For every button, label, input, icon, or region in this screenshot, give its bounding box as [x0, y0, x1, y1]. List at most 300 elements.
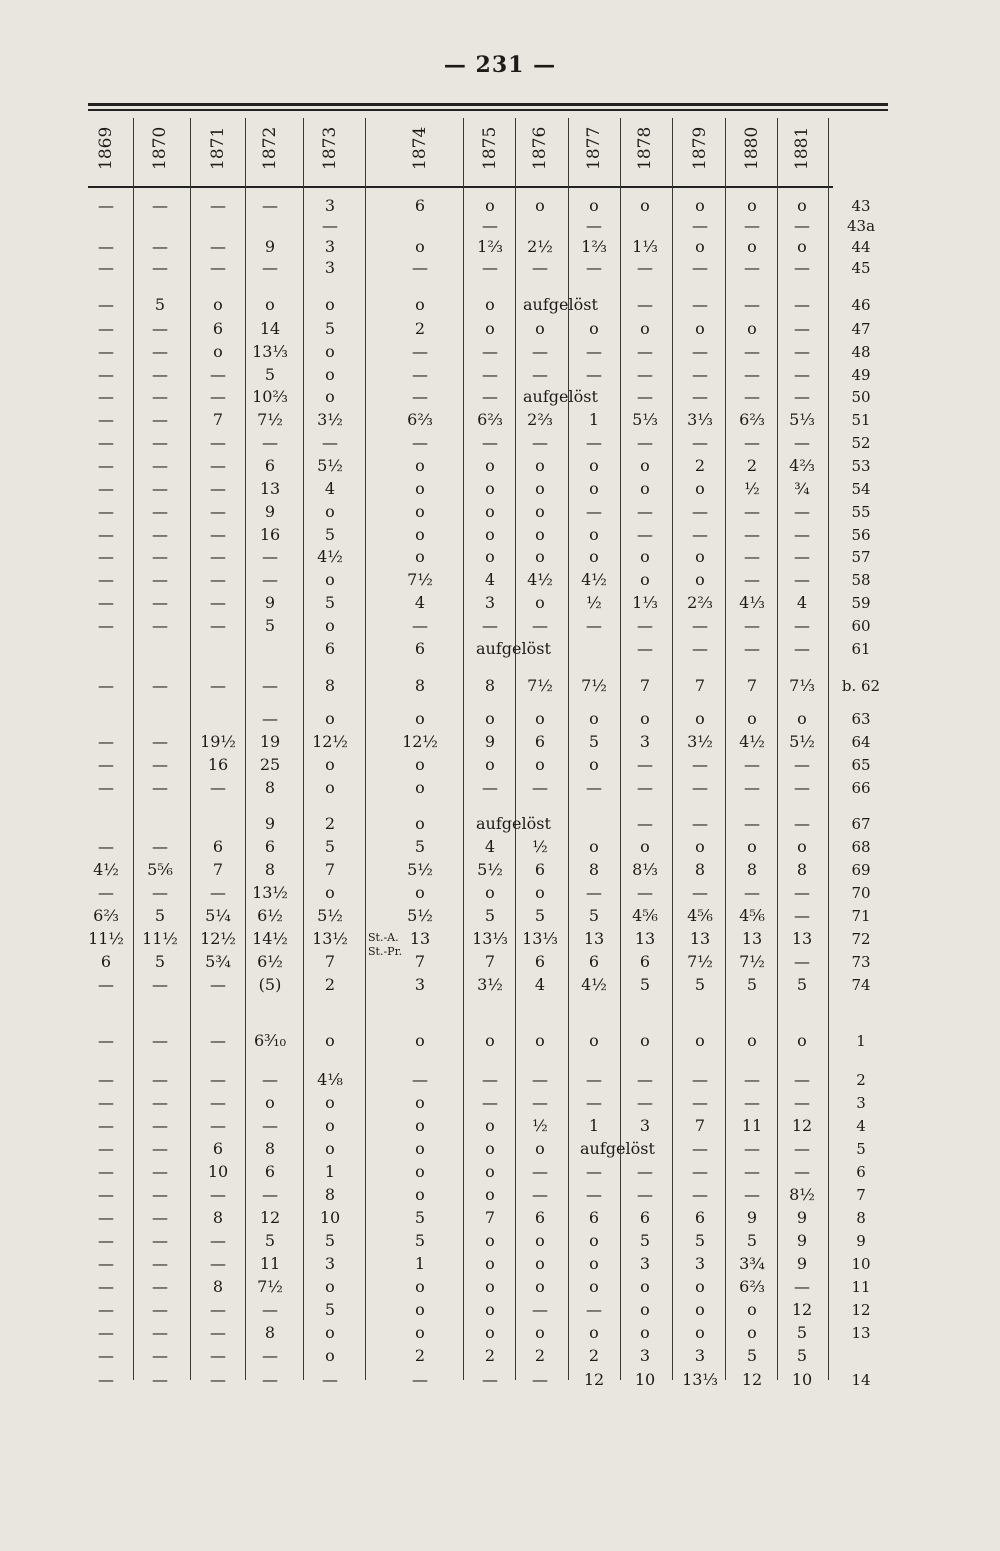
table-cell: — [262, 258, 278, 277]
table-cell: — [532, 342, 548, 361]
table-cell: 9 [796, 1208, 808, 1227]
table-cell: 6 [264, 837, 276, 856]
table-cell: 2 [588, 1346, 600, 1365]
table-cell: — [210, 237, 226, 256]
table-cell: — [322, 1370, 338, 1389]
row-number: 50 [851, 388, 871, 406]
table-cell: — [98, 502, 114, 521]
table-cell: 6 [639, 952, 651, 971]
table-cell: 8 [264, 1323, 276, 1342]
table-cell: 5 [484, 906, 496, 925]
table-cell: 8 [212, 1277, 224, 1296]
table-cell: o [747, 319, 757, 338]
table-cell: 11½ [88, 929, 124, 948]
table-cell: o [640, 837, 650, 856]
table-cell: — [412, 1370, 428, 1389]
table-cell: o [415, 1139, 425, 1158]
table-cell: 25 [259, 755, 281, 774]
table-cell: — [98, 1254, 114, 1273]
table-cell: o [325, 1346, 335, 1365]
table-cell: 5 [639, 1231, 651, 1250]
row-number: 56 [851, 526, 871, 544]
row-number: 11 [851, 1278, 871, 1296]
table-cell: o [415, 525, 425, 544]
table-cell: — [637, 1185, 653, 1204]
table-cell: o [695, 1323, 705, 1342]
table-cell: o [695, 479, 705, 498]
table-cell: 3¾ [739, 1254, 765, 1273]
year-header: 1878 [635, 126, 655, 170]
table-cell: — [586, 1070, 602, 1089]
table-cell: — [98, 837, 114, 856]
table-cell: — [210, 196, 226, 215]
table-cell: — [744, 883, 760, 902]
table-cell: — [262, 1370, 278, 1389]
table-cell: — [210, 1300, 226, 1319]
table-cell: o [485, 1231, 495, 1250]
table-cell: — [692, 365, 708, 384]
page-number: — 231 — [443, 52, 557, 78]
table-cell: o [325, 616, 335, 635]
table-cell: — [152, 433, 168, 452]
table-cell: o [415, 814, 425, 833]
table-cell: o [415, 1277, 425, 1296]
table-cell: 1 [588, 1116, 600, 1135]
table-cell: 6 [414, 196, 426, 215]
table-cell: o [640, 1323, 650, 1342]
table-cell: 3 [324, 1254, 336, 1273]
table-cell: — [152, 1370, 168, 1389]
table-cell: — [744, 342, 760, 361]
table-cell: — [794, 342, 810, 361]
table-cell: 4 [484, 570, 496, 589]
table-cell: 7 [484, 952, 496, 971]
table-cell: — [210, 456, 226, 475]
table-cell: — [262, 196, 278, 215]
table-cell: — [210, 778, 226, 797]
table-cell: o [415, 709, 425, 728]
table-cell: 5⅚ [147, 860, 173, 879]
dissolved-note: aufgelöst [523, 387, 598, 406]
table-cell: — [152, 732, 168, 751]
table-cell: 6 [694, 1208, 706, 1227]
table-cell: — [744, 387, 760, 406]
table-cell: 1 [414, 1254, 426, 1273]
table-cell: — [532, 778, 548, 797]
table-cell: o [265, 295, 275, 314]
table-cell: — [210, 1323, 226, 1342]
table-cell: — [152, 342, 168, 361]
table-cell: o [640, 319, 650, 338]
table-cell: o [325, 502, 335, 521]
table-cell: o [535, 1323, 545, 1342]
table-cell: 5 [746, 1346, 758, 1365]
table-cell: — [532, 616, 548, 635]
table-cell: — [210, 1093, 226, 1112]
table-cell: 12 [791, 1300, 813, 1319]
table-cell: — [586, 616, 602, 635]
year-header: 1876 [530, 126, 550, 170]
table-cell: — [482, 433, 498, 452]
table-cell: 4 [324, 479, 336, 498]
row-number: 70 [851, 884, 871, 902]
table-cell: 14 [259, 319, 281, 338]
table-cell: 2 [694, 456, 706, 475]
table-cell: — [794, 547, 810, 566]
table-cell: 4 [796, 593, 808, 612]
table-cell: — [210, 1231, 226, 1250]
table-cell: — [210, 570, 226, 589]
table-cell: 5 [154, 952, 166, 971]
row-number: 55 [851, 503, 871, 521]
table-cell: o [485, 883, 495, 902]
table-cell: o [589, 456, 599, 475]
table-cell: 6 [588, 1208, 600, 1227]
table-cell: — [152, 1093, 168, 1112]
row-number: b. 62 [841, 677, 881, 695]
year-header: 1877 [584, 126, 604, 170]
table-cell: o [797, 237, 807, 256]
table-cell: — [482, 258, 498, 277]
dissolved-note: aufgelöst [476, 639, 551, 658]
table-cell: o [589, 319, 599, 338]
table-cell: ½ [532, 837, 548, 856]
table-cell: — [692, 502, 708, 521]
table-cell: 8 [414, 676, 426, 695]
table-cell: o [415, 295, 425, 314]
table-cell: 8 [694, 860, 706, 879]
table-cell: 1 [324, 1162, 336, 1181]
table-cell: 4½ [581, 975, 607, 994]
table-cell: o [695, 547, 705, 566]
table-cell: o [695, 196, 705, 215]
row-number: 52 [851, 434, 871, 452]
table-cell: — [744, 216, 760, 235]
table-cell: o [535, 1031, 545, 1050]
table-cell: 5 [324, 1300, 336, 1319]
table-cell: o [415, 778, 425, 797]
table-cell: — [98, 1070, 114, 1089]
table-cell: 7½ [687, 952, 713, 971]
table-cell: — [744, 1093, 760, 1112]
table-cell: 5½ [407, 906, 433, 925]
table-cell: o [747, 196, 757, 215]
table-cell: 1 [588, 410, 600, 429]
table-cell: — [152, 479, 168, 498]
table-cell: — [532, 1093, 548, 1112]
table-cell: 4⅚ [739, 906, 765, 925]
table-cell: o [325, 365, 335, 384]
row-number: 45 [851, 259, 871, 277]
table-cell: — [210, 525, 226, 544]
table-cell: o [485, 319, 495, 338]
table-cell: o [747, 1031, 757, 1050]
table-cell: — [692, 814, 708, 833]
table-cell: — [152, 593, 168, 612]
table-cell: — [152, 1031, 168, 1050]
table-cell: 7½ [257, 410, 283, 429]
table-cell: — [210, 387, 226, 406]
table-cell: 6 [212, 1139, 224, 1158]
table-cell: o [535, 1277, 545, 1296]
table-cell: o [415, 1031, 425, 1050]
table-cell: — [210, 883, 226, 902]
table-cell: — [98, 732, 114, 751]
row-number: 64 [851, 733, 871, 751]
table-cell: 6½ [257, 906, 283, 925]
table-cell: 6½ [257, 952, 283, 971]
table-cell: — [210, 616, 226, 635]
table-cell: 2 [324, 975, 336, 994]
table-cell: 9 [264, 237, 276, 256]
table-cell: 5 [324, 593, 336, 612]
table-cell: o [325, 1116, 335, 1135]
table-cell: o [485, 755, 495, 774]
table-cell: — [98, 1300, 114, 1319]
table-cell: 3½ [687, 732, 713, 751]
table-cell: — [98, 1208, 114, 1227]
table-cell: — [744, 502, 760, 521]
table-cell: — [152, 1185, 168, 1204]
table-cell: o [213, 342, 223, 361]
table-cell: 6 [588, 952, 600, 971]
table-cell: 8 [796, 860, 808, 879]
table-cell: o [797, 1031, 807, 1050]
table-cell: — [744, 570, 760, 589]
table-cell: o [695, 1031, 705, 1050]
table-cell: o [535, 502, 545, 521]
table-cell: 12½ [402, 732, 438, 751]
table-cell: — [744, 433, 760, 452]
table-cell: o [589, 1031, 599, 1050]
table-cell: 13½ [312, 929, 348, 948]
year-header: 1880 [742, 126, 762, 170]
table-cell: 2 [414, 1346, 426, 1365]
table-cell: 5 [414, 1208, 426, 1227]
table-cell: o [589, 709, 599, 728]
table-cell: — [794, 639, 810, 658]
table-cell: o [415, 755, 425, 774]
table-cell: — [692, 295, 708, 314]
table-cell: — [98, 1346, 114, 1365]
table-cell: 5 [264, 616, 276, 635]
table-cell: — [210, 1185, 226, 1204]
table-cell: — [152, 883, 168, 902]
table-cell: — [744, 295, 760, 314]
table-cell: — [637, 295, 653, 314]
year-header: 1872 [260, 126, 280, 170]
table-cell: 5 [534, 906, 546, 925]
table-cell: o [640, 570, 650, 589]
table-cell: 6³⁄₁₀ [253, 1031, 287, 1050]
table-cell: 8 [746, 860, 758, 879]
table-cell: — [637, 525, 653, 544]
table-cell: — [692, 1070, 708, 1089]
table-cell: — [98, 1162, 114, 1181]
table-cell: 2⅔ [687, 593, 713, 612]
table-cell: — [637, 1093, 653, 1112]
table-cell: — [794, 814, 810, 833]
table-cell: — [98, 676, 114, 695]
table-cell: o [415, 237, 425, 256]
table-cell: 1⅔ [581, 237, 607, 256]
table-cell: 2½ [527, 237, 553, 256]
table-cell: — [637, 433, 653, 452]
table-cell: — [412, 616, 428, 635]
table-cell: — [210, 433, 226, 452]
table-cell: — [744, 814, 760, 833]
top-rule [88, 103, 888, 106]
table-cell: 12½ [312, 732, 348, 751]
table-cell: o [640, 456, 650, 475]
table-cell: — [532, 1185, 548, 1204]
table-cell: 3½ [477, 975, 503, 994]
table-cell: 7½ [739, 952, 765, 971]
table-cell: 5¼ [205, 906, 231, 925]
table-cell: — [98, 1231, 114, 1250]
table-cell: o [640, 479, 650, 498]
table-cell: o [640, 547, 650, 566]
table-cell: 13 [791, 929, 813, 948]
table-cell: 13⅓ [682, 1370, 718, 1389]
table-cell: 6⅔ [477, 410, 503, 429]
table-cell: — [586, 883, 602, 902]
table-cell: o [535, 525, 545, 544]
column-rule [515, 118, 516, 1380]
table-cell: o [747, 237, 757, 256]
table-cell: 5 [588, 732, 600, 751]
table-cell: — [482, 365, 498, 384]
table-cell: 11½ [142, 929, 178, 948]
table-cell: — [98, 570, 114, 589]
table-cell: 6 [534, 1208, 546, 1227]
table-cell: o [485, 1323, 495, 1342]
column-rule [133, 118, 134, 1380]
table-cell: — [532, 1162, 548, 1181]
table-cell: — [794, 295, 810, 314]
row-number: 61 [851, 640, 871, 658]
table-cell: — [210, 1116, 226, 1135]
table-cell: — [692, 1185, 708, 1204]
table-cell: 5 [694, 1231, 706, 1250]
table-cell: o [695, 709, 705, 728]
table-cell: — [692, 1139, 708, 1158]
year-header: 1879 [690, 126, 710, 170]
table-cell: ½ [532, 1116, 548, 1135]
table-cell: — [262, 1116, 278, 1135]
table-cell: ½ [744, 479, 760, 498]
table-cell: 4½ [527, 570, 553, 589]
table-cell: 4 [484, 837, 496, 856]
table-cell: 7 [324, 952, 336, 971]
top-rule-thin [88, 109, 888, 111]
row-number: 59 [851, 594, 871, 612]
table-cell: — [412, 1070, 428, 1089]
table-cell: o [535, 479, 545, 498]
table-cell: 8 [212, 1208, 224, 1227]
table-cell: 12 [583, 1370, 605, 1389]
table-cell: ½ [586, 593, 602, 612]
table-cell: o [485, 709, 495, 728]
table-cell: — [692, 755, 708, 774]
table-cell: 5 [746, 1231, 758, 1250]
table-cell: o [485, 502, 495, 521]
table-cell: o [485, 1139, 495, 1158]
stock-label-b: St.-Pr. [368, 945, 403, 958]
table-cell: o [415, 1300, 425, 1319]
table-cell: o [325, 1323, 335, 1342]
table-cell: — [692, 258, 708, 277]
header-rule [88, 186, 833, 188]
table-cell: 16 [259, 525, 281, 544]
table-cell: — [744, 365, 760, 384]
row-number: 71 [851, 907, 871, 925]
table-cell: 2 [484, 1346, 496, 1365]
table-cell: 5 [694, 975, 706, 994]
table-cell: — [210, 1346, 226, 1365]
table-cell: 5½ [317, 906, 343, 925]
row-number: 1 [856, 1032, 866, 1050]
table-cell: — [744, 616, 760, 635]
table-cell: 3 [639, 1254, 651, 1273]
table-cell: — [210, 975, 226, 994]
table-cell: 10 [319, 1208, 341, 1227]
table-cell: — [692, 1162, 708, 1181]
table-cell: — [692, 1093, 708, 1112]
table-cell: — [98, 1093, 114, 1112]
table-cell: 3 [324, 258, 336, 277]
table-cell: 13 [259, 479, 281, 498]
table-cell: 5 [588, 906, 600, 925]
table-cell: — [152, 778, 168, 797]
year-header: 1871 [208, 126, 228, 170]
table-cell: — [210, 676, 226, 695]
table-cell: o [325, 342, 335, 361]
table-cell: o [535, 456, 545, 475]
table-cell: o [415, 479, 425, 498]
table-cell: — [152, 676, 168, 695]
table-cell: o [415, 1116, 425, 1135]
table-cell: 10 [791, 1370, 813, 1389]
table-cell: o [485, 1031, 495, 1050]
table-cell: — [262, 1346, 278, 1365]
row-number: 4 [856, 1117, 866, 1135]
table-cell: 5½ [789, 732, 815, 751]
table-cell: — [262, 547, 278, 566]
table-cell: 7½ [581, 676, 607, 695]
table-cell: — [586, 1300, 602, 1319]
table-cell: o [535, 547, 545, 566]
table-cell: 5⅓ [632, 410, 658, 429]
table-cell: 5 [264, 365, 276, 384]
table-cell: — [794, 1093, 810, 1112]
row-number: 57 [851, 548, 871, 566]
table-cell: 19½ [200, 732, 236, 751]
table-cell: o [485, 295, 495, 314]
table-cell: — [586, 778, 602, 797]
table-cell: 7 [212, 410, 224, 429]
table-cell: 12 [259, 1208, 281, 1227]
table-cell: — [794, 1162, 810, 1181]
table-cell: — [98, 1277, 114, 1296]
table-cell: 6 [534, 732, 546, 751]
table-cell: — [262, 1070, 278, 1089]
table-cell: 8 [264, 778, 276, 797]
table-cell: — [744, 547, 760, 566]
table-cell: o [535, 709, 545, 728]
table-cell: 4⅚ [632, 906, 658, 925]
table-cell: 6 [534, 952, 546, 971]
